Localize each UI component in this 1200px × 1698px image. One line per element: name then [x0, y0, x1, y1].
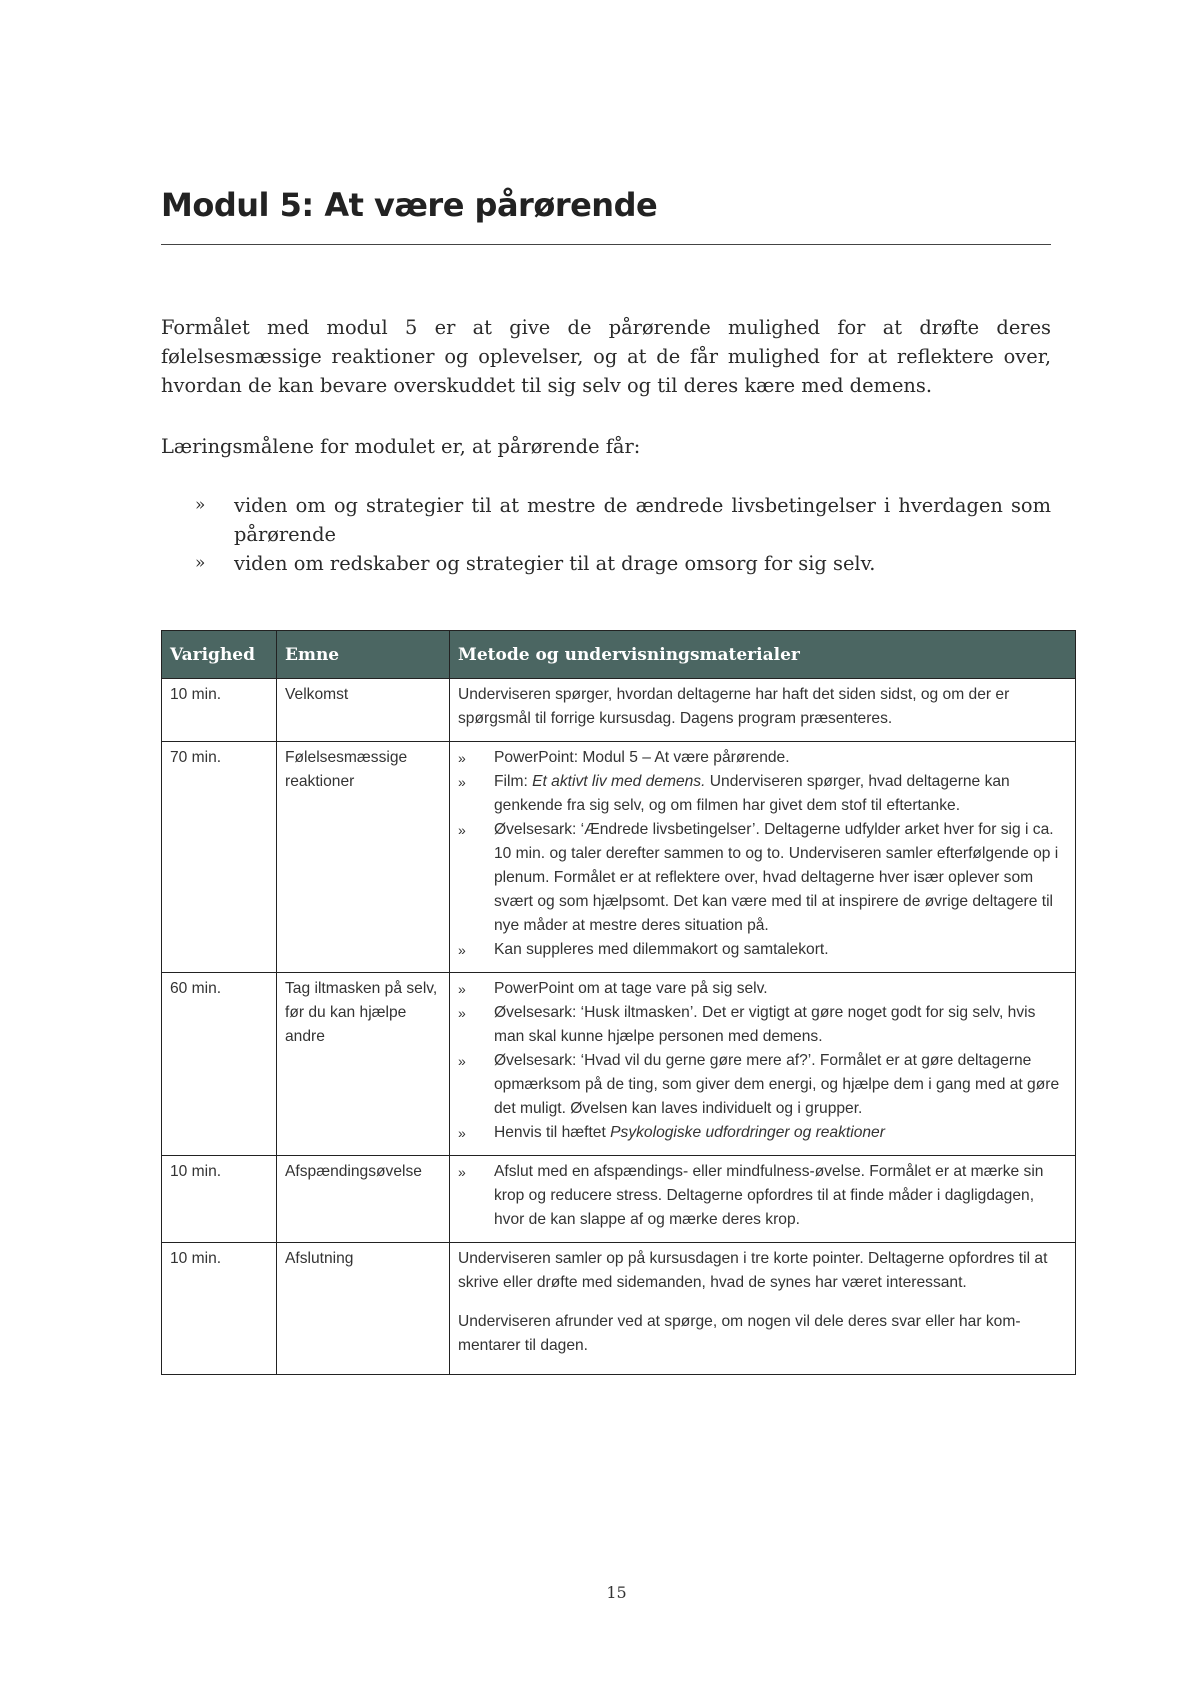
column-header-duration: Varighed	[162, 631, 277, 679]
method-item-text: Øvelsesark: ‘Husk iltmasken’. Det er vigtigt at gøre noget godt for sig selv, hvis man skal kunne hjælpe personen med demens.	[494, 1004, 1036, 1045]
bullet-marker: »	[458, 942, 466, 958]
method-item-text: Kan suppleres med dilemmakort og samtalekort.	[494, 941, 829, 958]
method-item	[458, 1049, 1067, 1121]
bullet-marker: »	[458, 1053, 466, 1069]
method-text: Underviseren samler op på kursusdagen i tre korte pointer. Deltagerne opfordres til at skrive eller drøfte med sidemanden, hvad de synes har været interessant.	[458, 1250, 1048, 1291]
bullet-marker: »	[458, 1005, 466, 1021]
method-item	[458, 938, 1067, 962]
method-item-text: Øvelsesark: ‘Ændrede livsbetingelser’. Deltagerne udfylder arket hver for sig i ca. 10 min. og taler derefter sammen to og to. Underviseren samler efterfølgende op i plenum. Formålet er at reflektere over, hvad deltagerne hver især oplever som svært og som hjælpsomt. Det kan være med til at inspirere de øvrige deltagere til nye måder at mestre deres situation på.	[494, 821, 1059, 934]
method-item-text: Afslut med en afspændings- eller mindfulness-øvelse. Formålet er at mærke sin krop og reducere stress. Deltagerne opfordres til at finde måder i dagligdagen, hvor de kan slappe af og mærke deres krop.	[494, 1163, 1044, 1228]
method-item	[458, 746, 1067, 770]
method-item	[458, 770, 1067, 818]
method-item	[458, 818, 1067, 938]
method-item-text: PowerPoint: Modul 5 – At være pårørende.	[494, 749, 790, 766]
method-item-prefix: Film:	[494, 773, 533, 790]
page-number: 15	[606, 1583, 627, 1602]
table-row	[162, 1243, 1076, 1375]
table-row	[162, 679, 1076, 742]
topic-cell: Tag iltmasken på selv, før du kan hjælpe andre	[277, 973, 450, 1156]
topic-cell: Velkomst	[277, 679, 450, 742]
duration-cell: 10 min.	[162, 1156, 277, 1243]
topic-cell: Følelsesmæssige reaktioner	[277, 742, 450, 973]
learning-goal-text: viden om redskaber og strategier til at drage omsorg for sig selv.	[234, 552, 876, 575]
duration-cell: 60 min.	[162, 973, 277, 1156]
bullet-marker: »	[458, 1125, 466, 1141]
method-item	[458, 1121, 1067, 1145]
method-item-suffix: Underviseren spørger, hvad deltagerne kan genkende fra sig selv, og om filmen har givet dem stof til eftertanke.	[494, 773, 1010, 814]
page-title: Modul 5: At være pårørende	[161, 186, 658, 224]
booklet-title: Psykologiske udfordringer og reaktioner	[610, 1124, 885, 1141]
bullet-marker: »	[458, 774, 466, 790]
bullet-marker: »	[458, 750, 466, 766]
duration-cell: 10 min.	[162, 1243, 277, 1375]
method-cell	[450, 973, 1076, 1156]
learning-goals-list	[161, 491, 1051, 578]
module-schedule-table	[161, 630, 1076, 1375]
method-item	[458, 977, 1067, 1001]
film-title: Et aktivt liv med demens.	[532, 773, 706, 790]
learning-goal-item	[161, 491, 1051, 549]
method-list	[458, 1160, 1067, 1232]
learning-goal-text: viden om og strategier til at mestre de ændrede livsbetingelser i hverdagen som pårørende	[234, 494, 1051, 546]
table-row	[162, 973, 1076, 1156]
title-divider	[161, 244, 1051, 245]
bullet-marker: »	[195, 553, 206, 573]
method-item-prefix: Henvis til hæftet	[494, 1124, 611, 1141]
topic-cell: Afspændingsøvelse	[277, 1156, 450, 1243]
column-header-method: Metode og undervisningsmaterialer	[450, 631, 1076, 679]
learning-goal-item	[161, 549, 1051, 578]
method-cell	[450, 742, 1076, 973]
method-text: Underviseren afrunder ved at spørge, om nogen vil dele deres svar eller har kommentarer til dagen.	[458, 1313, 1021, 1354]
table-row	[162, 1156, 1076, 1243]
method-cell	[450, 1156, 1076, 1243]
method-cell	[450, 679, 1076, 742]
method-cell	[450, 1243, 1076, 1375]
table-row	[162, 742, 1076, 973]
method-item-text: PowerPoint om at tage vare på sig selv.	[494, 980, 768, 997]
bullet-marker: »	[458, 1164, 466, 1180]
method-list	[458, 977, 1067, 1145]
method-item	[458, 1160, 1067, 1232]
bullet-marker: »	[458, 981, 466, 997]
method-item	[458, 1001, 1067, 1049]
table-header-row	[162, 631, 1076, 679]
bullet-marker: »	[195, 495, 206, 515]
method-list	[458, 746, 1067, 962]
topic-cell: Afslutning	[277, 1243, 450, 1375]
bullet-marker: »	[458, 822, 466, 838]
method-text: Underviseren spørger, hvordan deltagerne har haft det siden sidst, og om der er spørgsmål til forrige kursusdag. Dagens program præsenteres.	[458, 686, 1010, 727]
method-item-text: Øvelsesark: ‘Hvad vil du gerne gøre mere af?’. Formålet er at gøre deltagerne opmærksom på de ting, som giver dem energi, og hjælpe dem i gang med at gøre det muligt. Øvelsen kan laves individuelt og i grupper.	[494, 1052, 1060, 1117]
duration-cell: 70 min.	[162, 742, 277, 973]
column-header-topic: Emne	[277, 631, 450, 679]
learning-goals-lead: Læringsmålene for modulet er, at pårørende får:	[161, 435, 641, 458]
intro-paragraph: Formålet med modul 5 er at give de pårørende mulighed for at drøfte deres følelsesmæssige reaktioner og oplevelser, og at de får mulighed for at reflektere over, hvordan de kan bevare overskuddet til sig selv og til deres kære med demens.	[161, 316, 1051, 397]
duration-cell: 10 min.	[162, 679, 277, 742]
